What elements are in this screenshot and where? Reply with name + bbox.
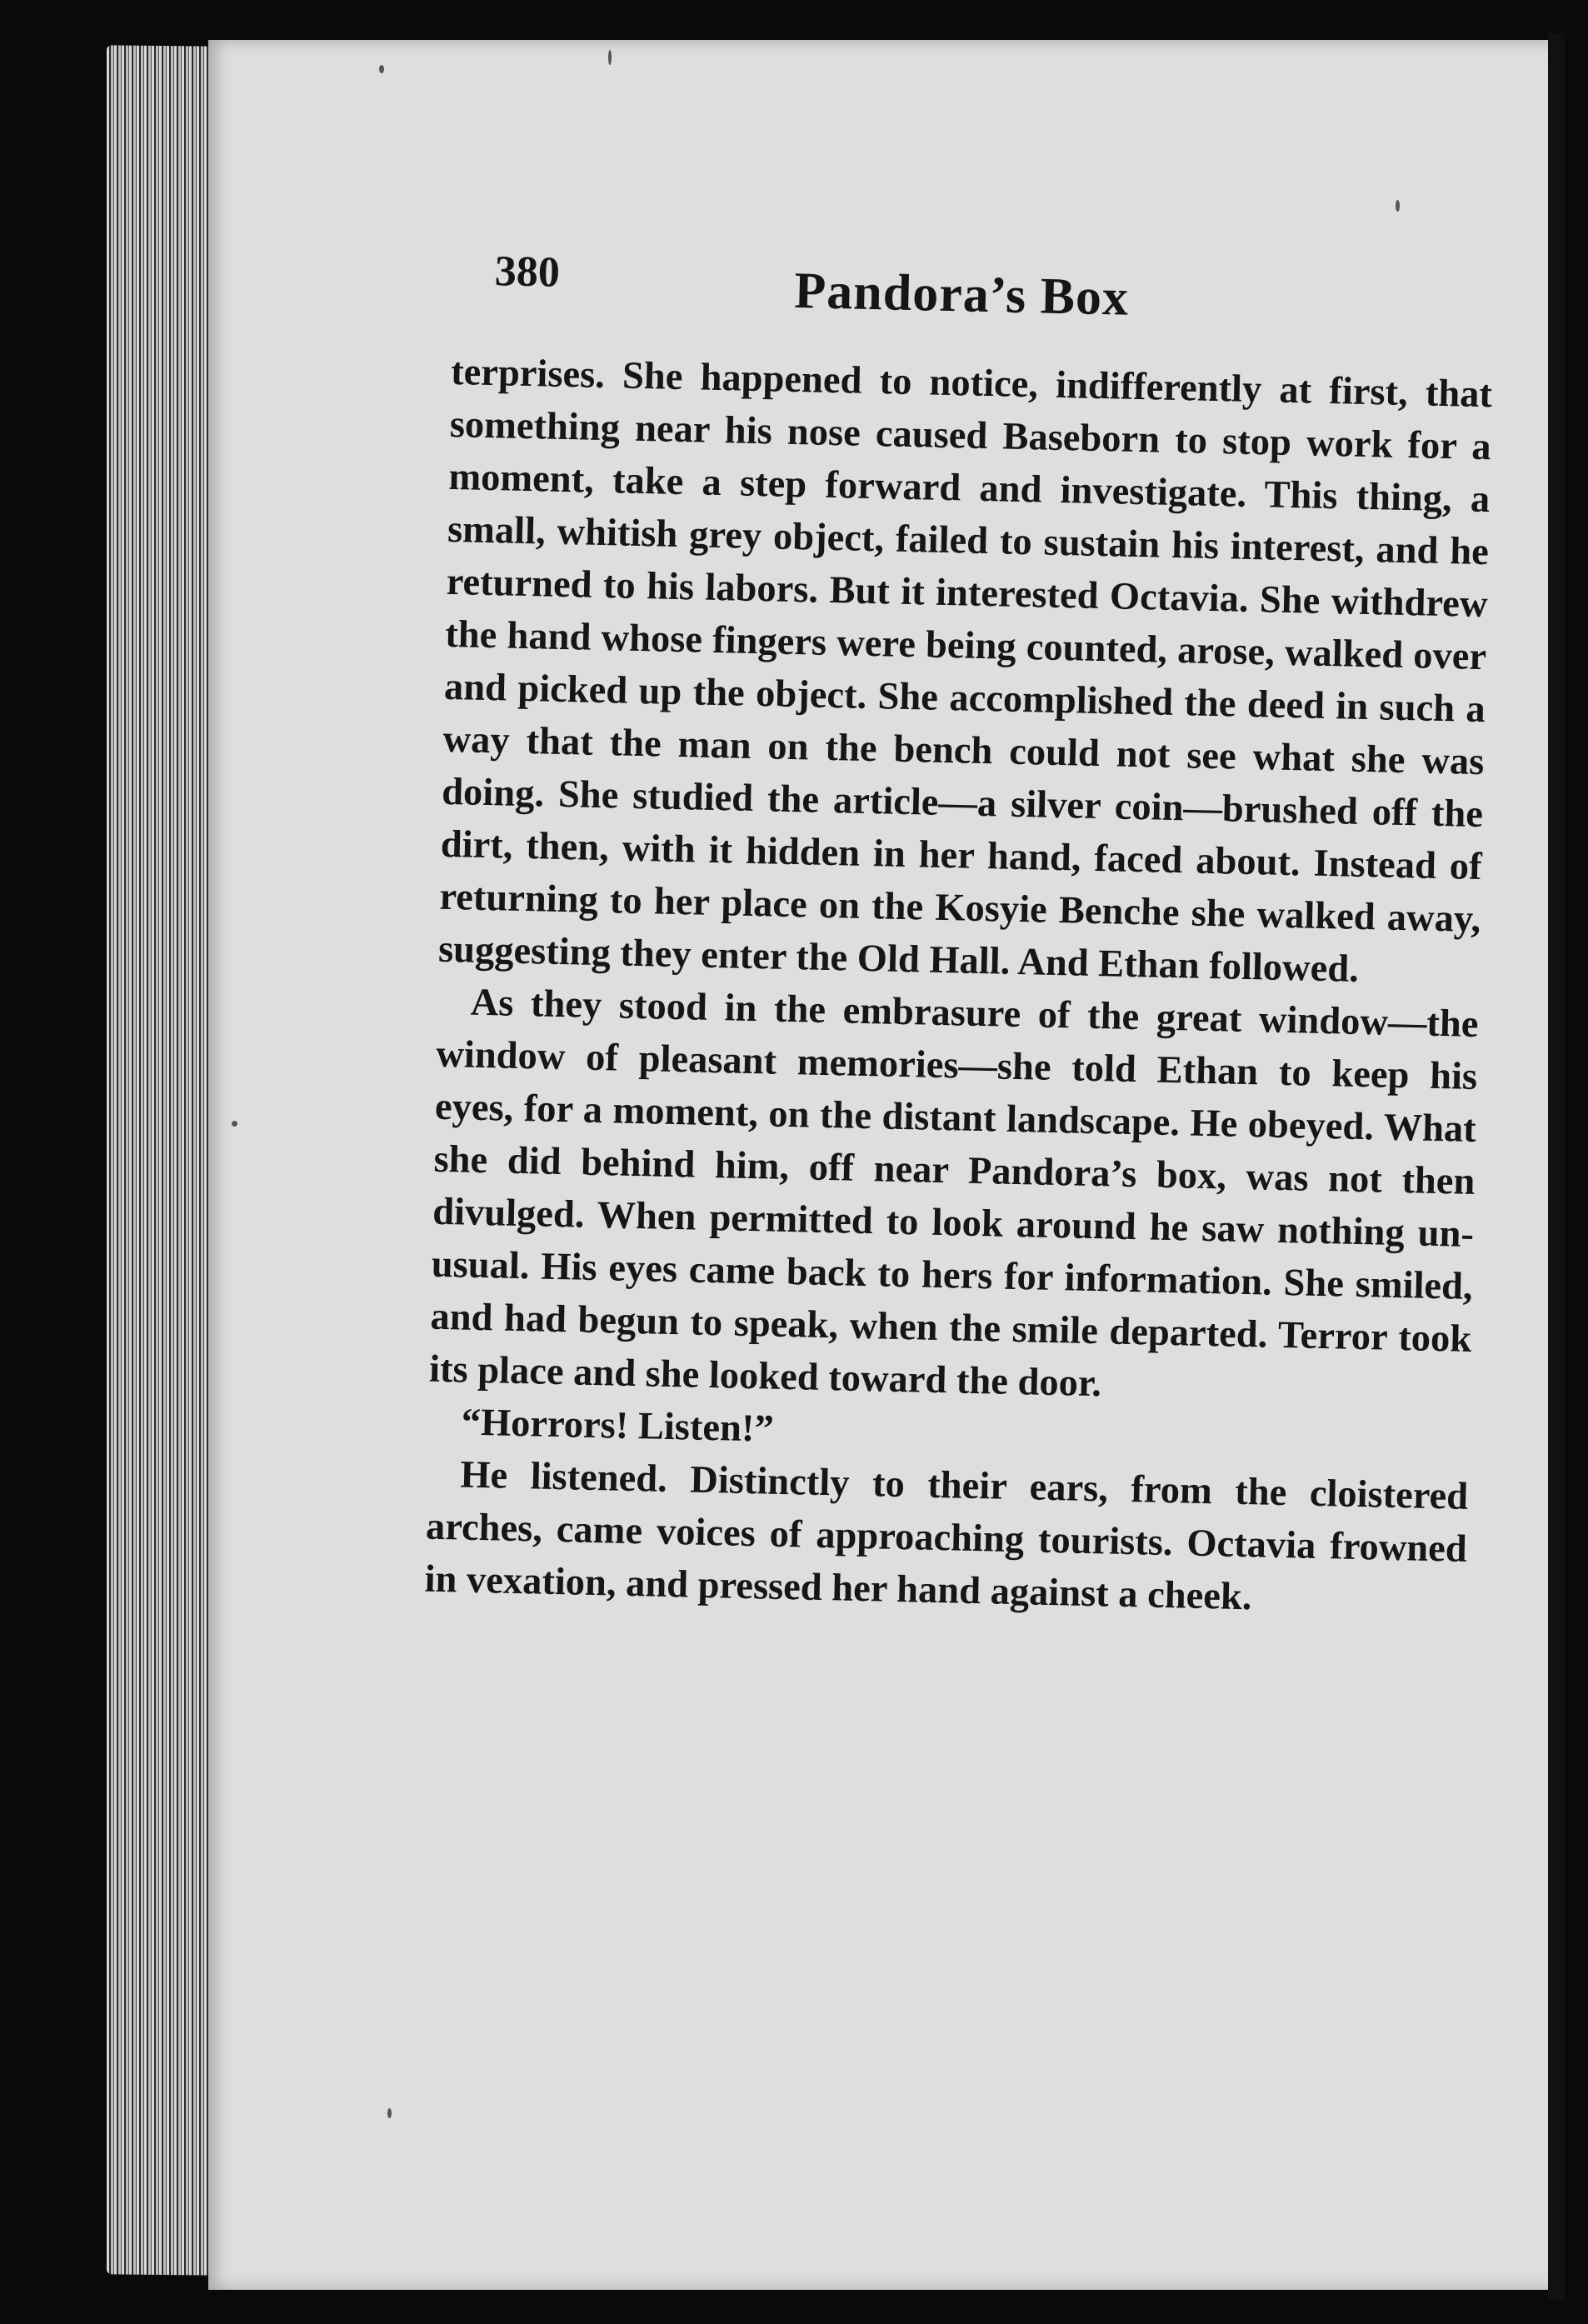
page-gutter-shadow <box>1548 33 1565 2300</box>
running-title: Pandora’s Box <box>793 262 1130 327</box>
paragraph: He listened. Distinctly to their ears, from the cloistered arches, came voices of approaching tourists. Octavia frowned in vexation, and pressed her hand against a cheek. <box>424 1453 1469 1619</box>
running-head <box>452 229 1496 368</box>
page-content <box>424 229 1496 1628</box>
dialogue-line: “Horrors! Listen!” <box>461 1401 775 1451</box>
dust-speck <box>608 50 612 65</box>
paragraph: As they stood in the embrasure of the great window—the window of pleasant memories—she told Ethan to keep his eyes, for a moment, on the distant landscape. He obeyed. What she did behind him, off near Pandora’s box, was not then divulged. When permitted to look around he saw nothing unusual. His eyes came back to hers for information. She smiled, and had begun to speak, when the smile departed. Terror took its place and she looked toward the door. <box>428 981 1480 1406</box>
paragraph: terprises. She happened to notice, indifferently at first, that something near his nose caused Baseborn to stop work for a moment, take a step forward and investigate. This thing, a small, whitish grey object, failed to sustain his interest, and he returned to his labors. But it interested Octavia. She withdrew the hand whose fingers were being counted, arose, walked over and picked up the object. She accomplished the deed in such a way that the man on the bench could not see what she was doing. She studied the article—a silver coin—brushed off the dirt, then, with it hidden in her hand, faced about. Instead of returning to her place on the Kosyie Benche she walked away, suggesting they enter the Old Hall. And Ethan followed. <box>437 350 1493 991</box>
dust-speck <box>232 1121 237 1127</box>
book-fore-edge <box>107 45 223 2275</box>
dust-speck <box>1396 200 1400 212</box>
dust-speck <box>379 65 384 73</box>
dust-speck <box>387 2108 392 2118</box>
page-number: 380 <box>494 247 561 297</box>
